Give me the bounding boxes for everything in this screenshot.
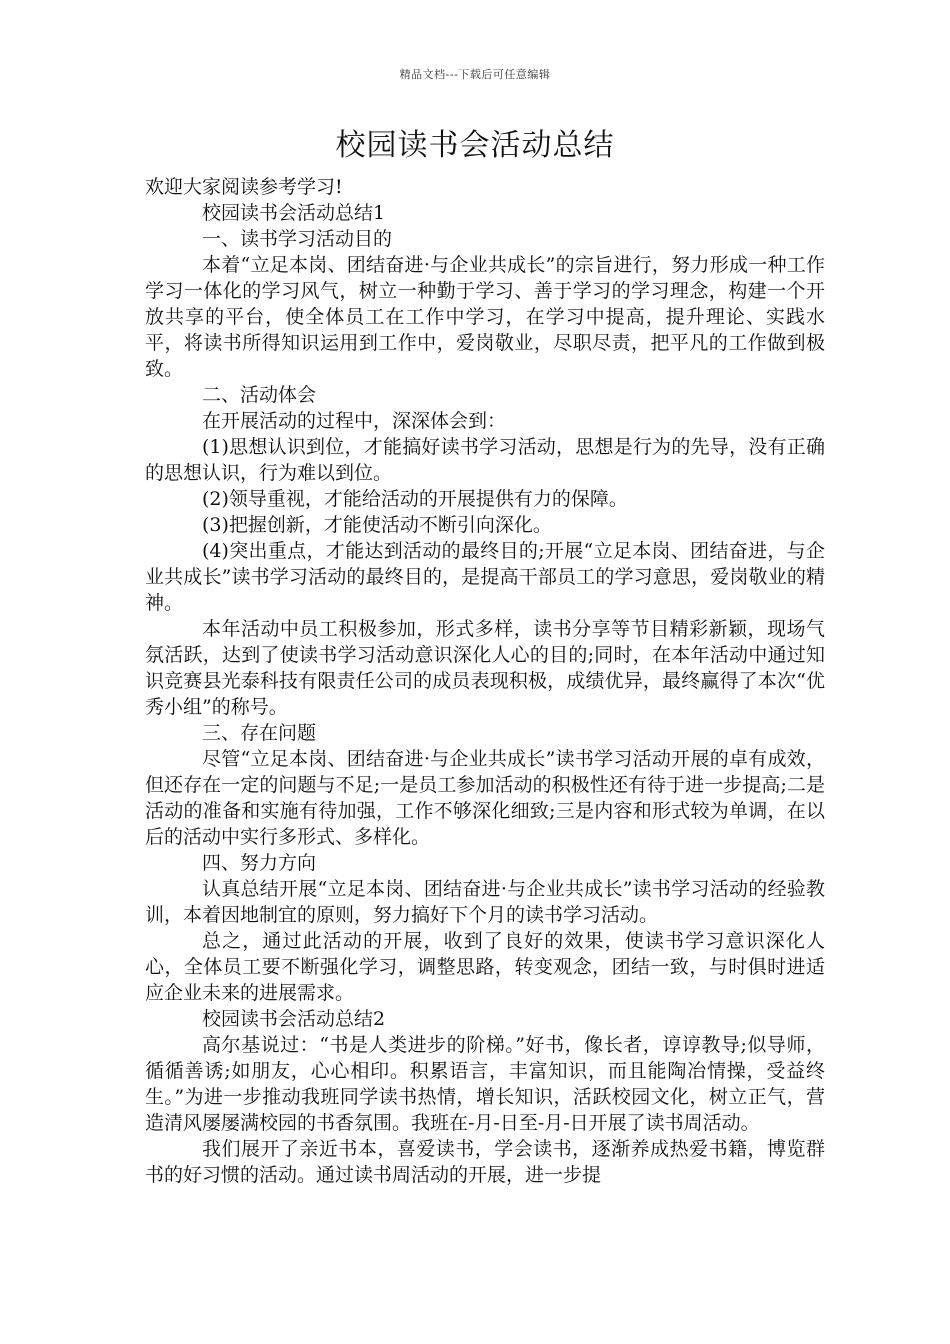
list-item: (1)思想认识到位，才能搞好读书学习活动，思想是行为的先导，没有正确的思想认识，行为难以到位。 [145, 436, 825, 484]
body-paragraph: 本年活动中员工积极参加，形式多样，读书分享等节目精彩新颖，现场气氛活跃，达到了使读书学习活动意识深化人心的目的;同时，在本年活动中通过知识竞赛县光泰科技有限责任公司的成员表现积极，成绩优异，最终赢得了本次“优秀小组”的称号。 [145, 618, 825, 718]
list-item: (2)领导重视，才能给活动的开展提供有力的保障。 [202, 488, 628, 510]
body-paragraph: 本着“立足本岗、团结奋进·与企业共成长”的宗旨进行，努力形成一种工作学习一体化的学习风气，树立一种勤于学习、善于学习的学习理念，构建一个开放共享的平台，使全体员工在工作中学习，在学习中提高，提升理论、实践水平，将读书所得知识运用到工作中，爱岗敬业，尽职尽责，把平凡的工作做到极致。 [145, 254, 825, 380]
body-paragraph: 总之，通过此活动的开展，收到了良好的效果，使读书学习意识深化人心，全体员工要不断强化学习，调整思路，转变观念，团结一致，与时俱时进适应企业未来的进展需求。 [145, 930, 825, 1004]
section-heading: 校园读书会活动总结2 [202, 1008, 386, 1030]
section-heading: 校园读书会活动总结1 [202, 202, 386, 224]
body-paragraph: 在开展活动的过程中，深深体会到： [202, 410, 507, 432]
document-body [145, 174, 825, 1188]
list-item: (3)把握创新，才能使活动不断引向深化。 [202, 514, 552, 536]
section-heading: 三、存在问题 [202, 722, 317, 744]
intro-line: 欢迎大家阅读参考学习! [145, 176, 343, 198]
body-paragraph: 认真总结开展“立足本岗、团结奋进·与企业共成长”读书学习活动的经验教训，本着因地制宜的原则，努力搞好下个月的读书学习活动。 [145, 878, 825, 926]
body-paragraph: 高尔基说过：“书是人类进步的阶梯。”好书，像长者，谆谆教导;似导师，循循善诱;如朋友，心心相印。积累语言，丰富知识，而且能陶冶情操，受益终生。”为进一步推动我班同学读书热情，增长知识，活跃校园文化，树立正气，营造清风屡屡满校园的书香氛围。我班在-月-日至-月-日开展了读书周活动。 [145, 1034, 825, 1134]
section-heading: 四、努力方向 [202, 852, 317, 874]
section-heading: 二、活动体会 [202, 384, 317, 406]
body-paragraph: 尽管“立足本岗、团结奋进·与企业共成长”读书学习活动开展的卓有成效，但还存在一定的问题与不足;一是员工参加活动的积极性还有待于进一步提高;二是活动的准备和实施有待加强，工作不够深化细致;三是内容和形式较为单调，在以后的活动中实行多形式、多样化。 [145, 748, 825, 848]
header-note: 精品文档---下载后可任意编辑 [399, 68, 551, 81]
document-title: 校园读书会活动总结 [335, 128, 615, 163]
section-heading: 一、读书学习活动目的 [202, 228, 393, 250]
body-paragraph: 我们展开了亲近书本，喜爱读书，学会读书，逐渐养成热爱书籍，博览群书的好习惯的活动。通过读书周活动的开展，进一步提 [145, 1138, 825, 1186]
list-item: (4)突出重点，才能达到活动的最终目的;开展“立足本岗、团结奋进，与企业共成长”读书学习活动的最终目的，是提高干部员工的学习意思，爱岗敬业的精神。 [145, 540, 825, 614]
